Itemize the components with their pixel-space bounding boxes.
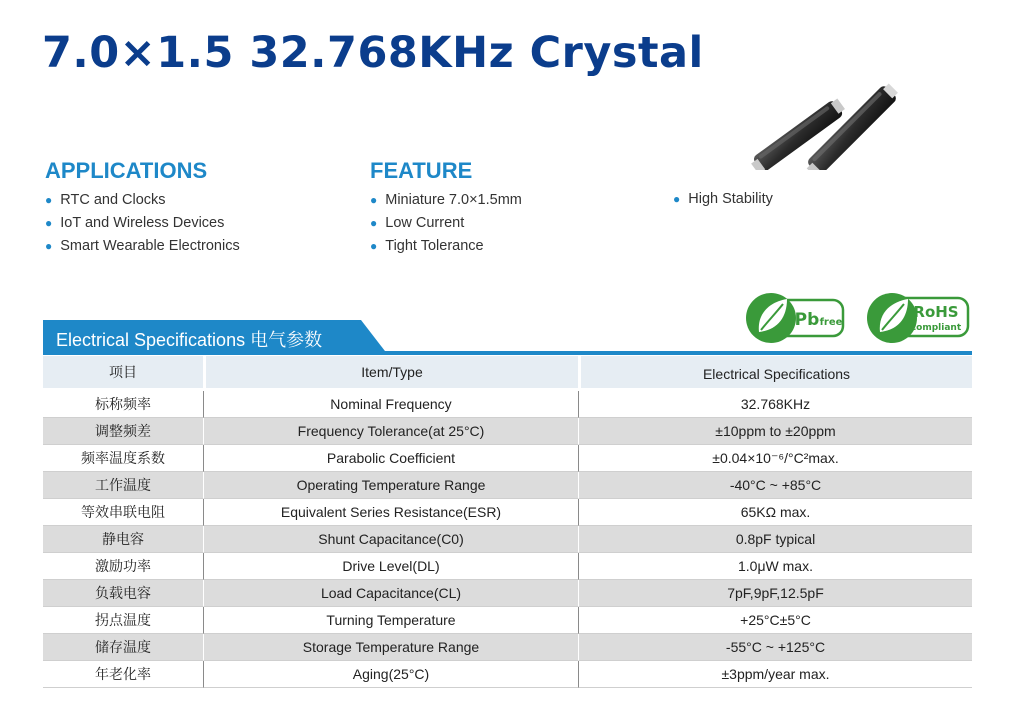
cell-value: 32.768KHz [578,391,972,418]
applications-heading: APPLICATIONS [45,158,208,183]
bullet-icon: ● [45,193,53,207]
cell-value: 7pF,9pF,12.5pF [578,580,972,607]
cell-cn: 静电容 [43,526,203,553]
cell-item: Storage Temperature Range [203,634,578,661]
table-row [43,553,972,580]
cell-cn: 工作温度 [43,472,203,499]
list-item: ● High Stability [673,191,773,207]
rohs-badge [866,290,972,346]
cell-value: ±10ppm to ±20ppm [578,418,972,445]
list-item: ● Low Current [370,215,465,231]
cell-item: Load Capacitance(CL) [203,580,578,607]
list-item: ● RTC and Clocks [45,192,166,208]
list-item: ● Miniature 7.0×1.5mm [370,192,522,208]
table-row [43,607,972,634]
cell-item: Operating Temperature Range [203,472,578,499]
bullet-icon: ● [370,239,378,253]
cell-cn: 储存温度 [43,634,203,661]
cell-item: Drive Level(DL) [203,553,578,580]
pb-badge-text: Pb [794,310,820,330]
cell-cn: 标称频率 [43,391,203,418]
bullet-icon: ● [45,216,53,230]
applications-list [45,189,240,258]
cell-item: Nominal Frequency [203,391,578,418]
cell-cn: 负载电容 [43,580,203,607]
bullet-icon: ● [673,192,681,206]
table-row [43,661,972,688]
cell-cn: 拐点温度 [43,607,203,634]
cell-value: -55°C ~ +125°C [578,634,972,661]
cell-item: Aging(25°C) [203,661,578,688]
table-row [43,445,972,472]
column-header-item: Item/Type [203,356,578,391]
cell-value: 65KΩ max. [578,499,972,526]
cell-item: Equivalent Series Resistance(ESR) [203,499,578,526]
rohs-badge-text: RoHS [913,303,959,321]
page-title: 7.0×1.5 32.768KHz Crystal [42,28,704,78]
feature-list-extra [673,188,773,211]
table-row [43,526,972,553]
table-row [43,391,972,418]
list-item: ● IoT and Wireless Devices [45,215,225,231]
table-row [43,580,972,607]
cell-item: Shunt Capacitance(C0) [203,526,578,553]
crystal-product-image [748,58,898,170]
pb-badge-subtext: free [819,317,843,328]
column-header-spec: Electrical Specifications [578,356,972,391]
feature-heading: FEATURE [370,158,473,183]
cell-cn: 调整频差 [43,418,203,445]
cell-cn: 频率温度系数 [43,445,203,472]
cell-item: Parabolic Coefficient [203,445,578,472]
spec-section-title: Electrical Specifications 电气参数 [56,330,323,350]
spec-table [43,356,972,688]
list-item: ● Smart Wearable Electronics [45,238,240,254]
cell-value: 1.0μW max. [578,553,972,580]
table-header-row [43,356,972,391]
cell-cn: 等效串联电阻 [43,499,203,526]
column-header-cn: 项目 [43,356,203,391]
list-item: ● Tight Tolerance [370,238,484,254]
cell-item: Turning Temperature [203,607,578,634]
bullet-icon: ● [370,216,378,230]
cell-cn: 年老化率 [43,661,203,688]
table-row [43,418,972,445]
feature-list [370,189,522,258]
cell-value: 0.8pF typical [578,526,972,553]
table-row [43,634,972,661]
cell-value: +25°C±5°C [578,607,972,634]
table-row [43,499,972,526]
bullet-icon: ● [45,239,53,253]
cell-value: ±3ppm/year max. [578,661,972,688]
spec-divider [43,351,972,355]
cell-cn: 激励功率 [43,553,203,580]
cell-value: -40°C ~ +85°C [578,472,972,499]
rohs-badge-subtext: compliant [910,323,962,333]
table-row [43,472,972,499]
cell-value: ±0.04×10⁻⁶/°C²max. [578,445,972,472]
cell-item: Frequency Tolerance(at 25°C) [203,418,578,445]
bullet-icon: ● [370,193,378,207]
pb-free-badge [745,290,845,346]
